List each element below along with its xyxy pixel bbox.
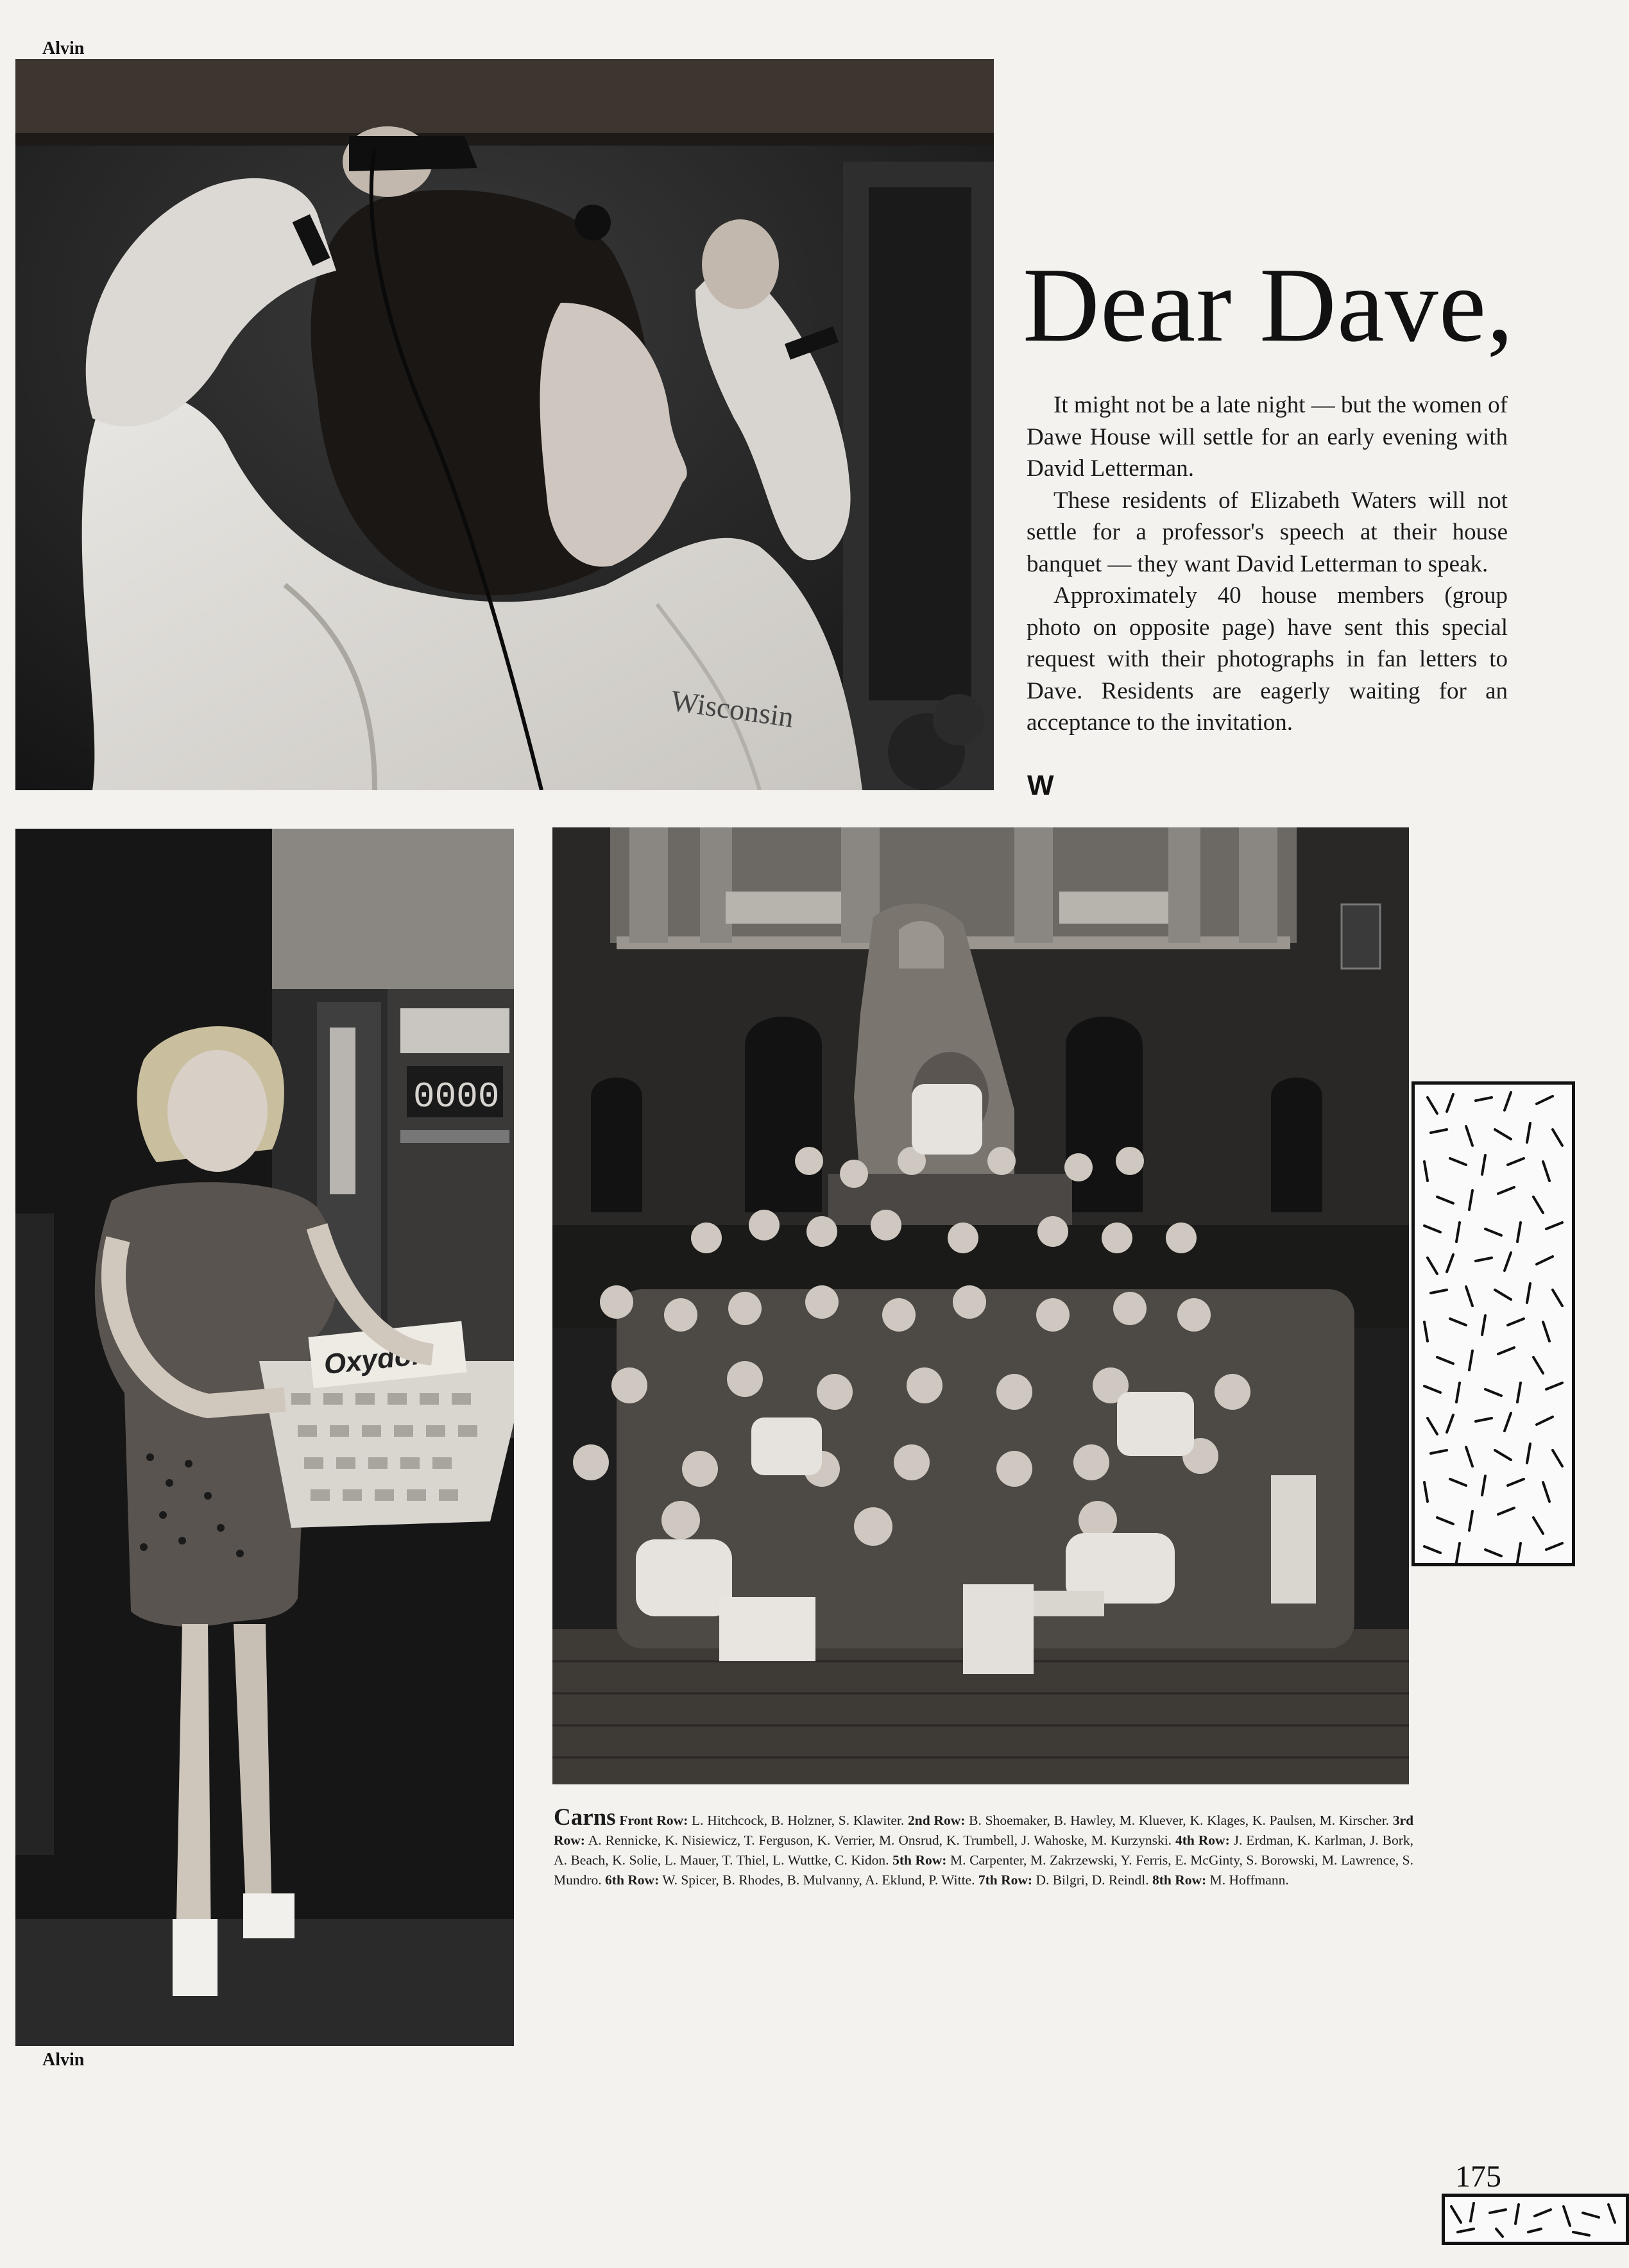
caption-title: Carns bbox=[554, 1804, 616, 1831]
caption-row-names-8: M. Hoffmann. bbox=[1209, 1872, 1289, 1888]
caption-row-names-4: J. Erdman, K. Karlman, J. Bork, A. Beach, K. Solie, L. Mauer, T. Thiel, L. Wuttke, C. Kidon. bbox=[554, 1832, 1413, 1868]
confetti-page-strip bbox=[1442, 2194, 1629, 2245]
caption-row-label-2: 2nd Row: bbox=[908, 1813, 966, 1828]
article-headline: Dear Dave, bbox=[1023, 246, 1514, 364]
caption-row-label-5: 5th Row: bbox=[892, 1852, 947, 1868]
sweatshirt-wisconsin-text: Wisconsin bbox=[669, 684, 796, 734]
article-paragraph-2: These residents of Elizabeth Waters will not settle for a professor's speech at their house banquet — they want David Letterman to speak. bbox=[1027, 487, 1508, 577]
article-paragraph-3: Approximately 40 house members (group photo on opposite page) have sent this special request with their photographs in fan letters to Dave. Residents are eagerly waiting for an acceptance to the invitation. bbox=[1027, 582, 1508, 736]
caption-row-names-7: D. Bilgri, D. Reindl. bbox=[1036, 1872, 1149, 1888]
caption-row-names-3: A. Rennicke, K. Nisiewicz, T. Ferguson, K. Verrier, M. Onsrud, K. Trumbell, J. Wahoske, M. Kurzynski. bbox=[588, 1832, 1172, 1848]
photo-woman-hair-dryer bbox=[15, 59, 994, 790]
caption-row-names-front: L. Hitchcock, B. Holzner, S. Klawiter. bbox=[692, 1813, 905, 1828]
photo-woman-laundry bbox=[15, 829, 514, 2046]
group-caption bbox=[554, 1804, 1414, 1890]
article-end-mark: W bbox=[1027, 770, 1054, 801]
caption-row-names-5: M. Carpenter, M. Zakrzewski, Y. Ferris, E. McGinty, S. Borowski, M. Lawrence, S. Mundro. bbox=[554, 1852, 1414, 1888]
caption-row-label-6: 6th Row: bbox=[605, 1872, 660, 1888]
caption-row-label-3: 3rd Row: bbox=[554, 1813, 1414, 1848]
article-body bbox=[1027, 389, 1508, 739]
caption-row-label-7: 7th Row: bbox=[978, 1872, 1033, 1888]
caption-row-label-4: 4th Row: bbox=[1175, 1832, 1230, 1848]
vending-display-text: 0000 bbox=[413, 1076, 500, 1117]
photo-group-carns bbox=[552, 827, 1409, 1784]
confetti-pattern-block bbox=[1412, 1081, 1575, 1566]
photo-credit-bottom: Alvin bbox=[42, 2050, 85, 2070]
article-paragraph-1: It might not be a late night — but the women of Dawe House will settle for an early evening with David Letterman. bbox=[1027, 392, 1508, 482]
laundry-box-text: Oxydol bbox=[322, 1339, 422, 1381]
caption-row-names-6: W. Spicer, B. Rhodes, B. Mulvanny, A. Eklund, P. Witte. bbox=[662, 1872, 975, 1888]
caption-row-label-front: Front Row: bbox=[619, 1813, 688, 1828]
caption-row-label-8: 8th Row: bbox=[1152, 1872, 1207, 1888]
page-number: 175 bbox=[1455, 2160, 1501, 2194]
caption-row-names-2: B. Shoemaker, B. Hawley, M. Kluever, K. Klages, K. Paulsen, M. Kirscher. bbox=[969, 1813, 1390, 1828]
photo-credit-top: Alvin bbox=[42, 38, 85, 58]
